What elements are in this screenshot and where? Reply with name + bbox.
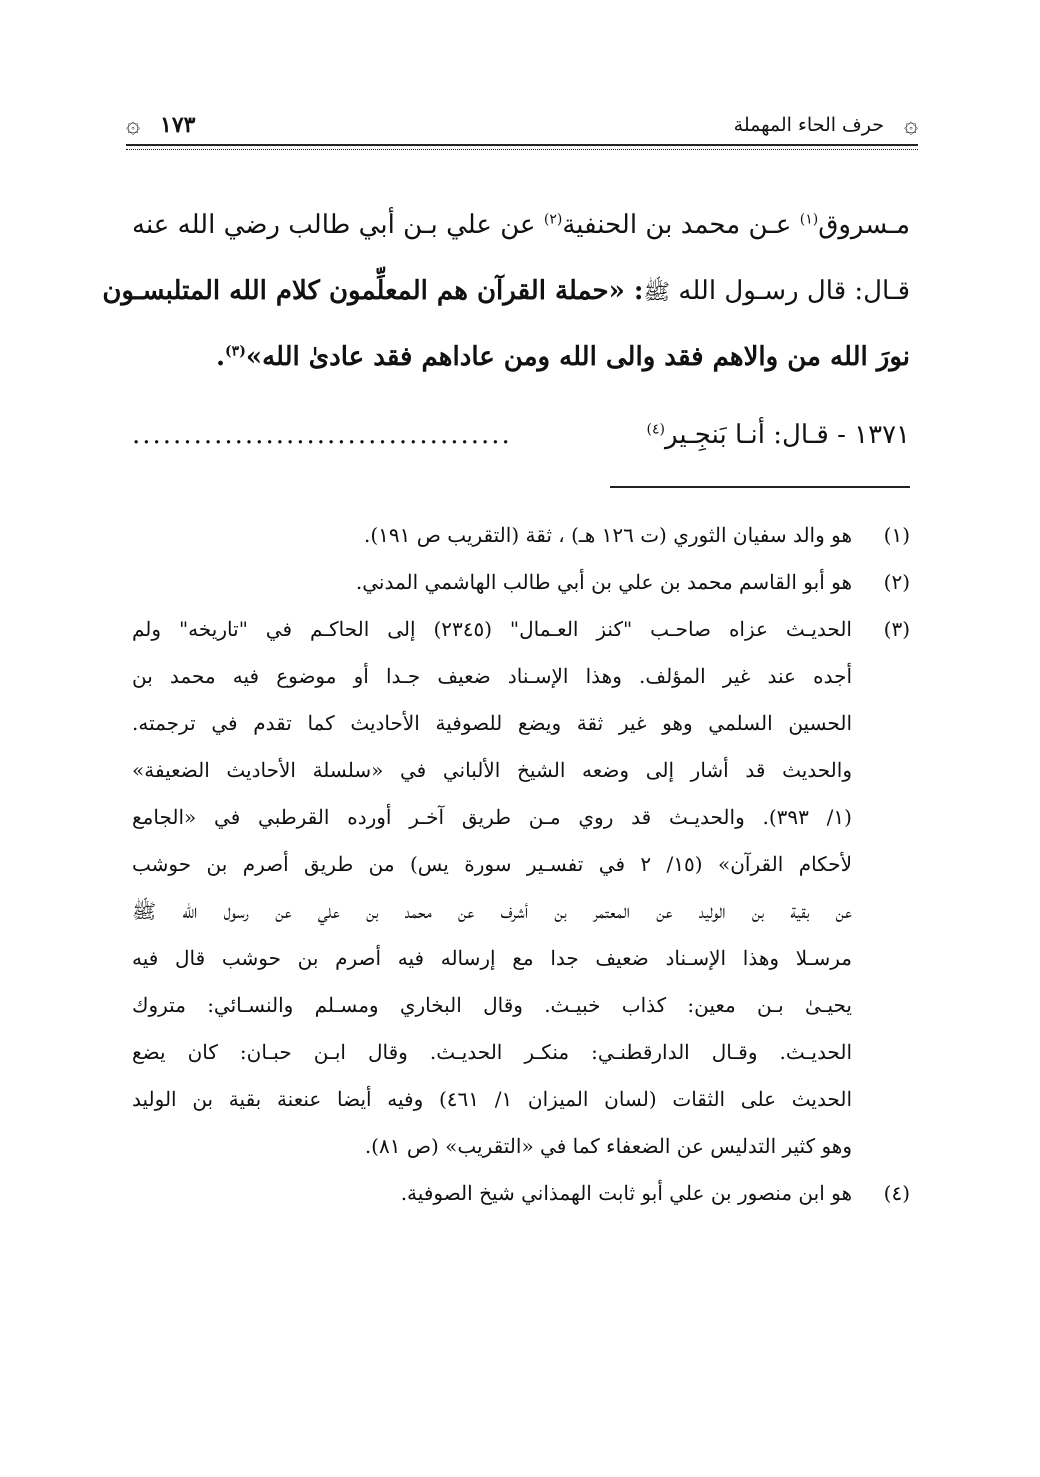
footnote-line: الحديث على الثقات (لسان الميزان ١/ ٤٦١) وفيه أيضا عنعنة بقية بن الوليد [132, 1087, 852, 1111]
page-header [126, 108, 918, 152]
footnote-line: والحديث قد أشار إلى وضعه الشيخ الألباني في «سلسلة الأحاديث الضعيفة» [132, 758, 852, 782]
page-number: ١٧٣ [160, 112, 196, 138]
footnote-line: يحيـىٰ بـن معين: كذاب خبيـث. وقال البخاري ومسـلم والنسـائي: متروك [132, 993, 852, 1017]
footnote-line: وهو كثير التدليس عن الضعفاء كما في «التقريب» (ص ٨١). [364, 1134, 852, 1158]
footnote [132, 559, 910, 606]
main-line: قـال: قال رسـول الله ﷺ: «حملة القرآن هم المعلِّمون كلام الله المتلبسـون [102, 276, 910, 306]
footnote-ref[interactable]: (٣) [225, 343, 246, 360]
main-line: نورَ الله من والاهم فقد والى الله ومن عاداهم فقد عادىٰ الله»$^{(٣)}$. [215, 342, 910, 372]
footnote-line: هو أبو القاسم محمد بن علي بن أبي طالب الهاشمي المدني. [355, 570, 852, 594]
footnote-line: (١/ ٣٩٣). والحديـث قد روي مـن طريق آخـر أورده القرطبي في «الجامع [132, 805, 852, 829]
footnote-line: هو والد سفيان الثوري (ت ١٢٦ هـ) ، ثقة (التقريب ص ١٩١). [363, 523, 852, 547]
footnote-line: عن بقية بن الوليد عن المعتمر بن أشرف عن محمد بن علي عن رسول الله ﷺ [132, 899, 852, 923]
footnote-ref[interactable]: (١) [799, 211, 819, 228]
entry-dots: ..................................... [132, 420, 512, 450]
footnote-ref[interactable]: (٤) [646, 421, 665, 438]
header-rule-dotted [126, 149, 918, 150]
footnote-separator [610, 486, 910, 488]
header-rule [126, 144, 918, 146]
footnote-line: الحسين السلمي وهو غير ثقة ويضع للصوفية الأحاديث كما تقدم في ترجمته. [132, 711, 852, 735]
footnote-number: (٤) [883, 1181, 910, 1205]
running-title: حرف الحاء المهملة [733, 114, 884, 136]
salla-icon: ﷺ [643, 280, 671, 305]
ornament-icon: ۞ [126, 110, 141, 138]
footnote-line: الحديـث. وقـال الدارقطنـي: منكـر الحديـث. وقال ابـن حبـان: كان يضع [132, 1040, 852, 1064]
main-text [102, 192, 910, 390]
footnote-line: هو ابن منصور بن علي أبو ثابت الهمذاني شيخ الصوفية. [400, 1181, 852, 1205]
footnote-line: الحديـث عزاه صاحـب "كنز العـمال" (٢٣٤٥) إلى الحاكـم في "تاريخه" ولم [132, 617, 852, 641]
hadith-entry [132, 420, 910, 460]
footnote [132, 606, 910, 1170]
footnote-line: مرسـلا وهذا الإسـناد ضعيف جدا مع إرساله فيه أصرم بن حوشب قال فيه [132, 946, 852, 970]
footnote-ref[interactable]: (٢) [543, 211, 563, 228]
entry-heading: ١٣٧١ - قـال: أنـا بَنجِـير$^{(٤)}$ [646, 420, 910, 450]
main-line: مـسروق$^{(١)}$ عـن محمد بن الحنفية$^{(٢)}$ عن علي بـن أبي طالب رضي الله عنه [132, 210, 910, 240]
footnote [132, 512, 910, 559]
footnote [132, 1170, 910, 1217]
footnote-number: (١) [883, 523, 910, 547]
footnote-line: أجده عند غير المؤلف. وهذا الإسـناد ضعيف جـدا أو موضوع فيه محمد بن [132, 664, 852, 688]
ornament-icon: ۞ [903, 110, 918, 138]
footnote-number: (٣) [883, 617, 910, 641]
footnote-number: (٢) [883, 570, 910, 594]
footnote-line: لأحكام القرآن» (١٥/ ٢ في تفسـير سورة يس) من طريق أصرم بن حوشب [132, 852, 852, 876]
footnotes [132, 512, 910, 1217]
